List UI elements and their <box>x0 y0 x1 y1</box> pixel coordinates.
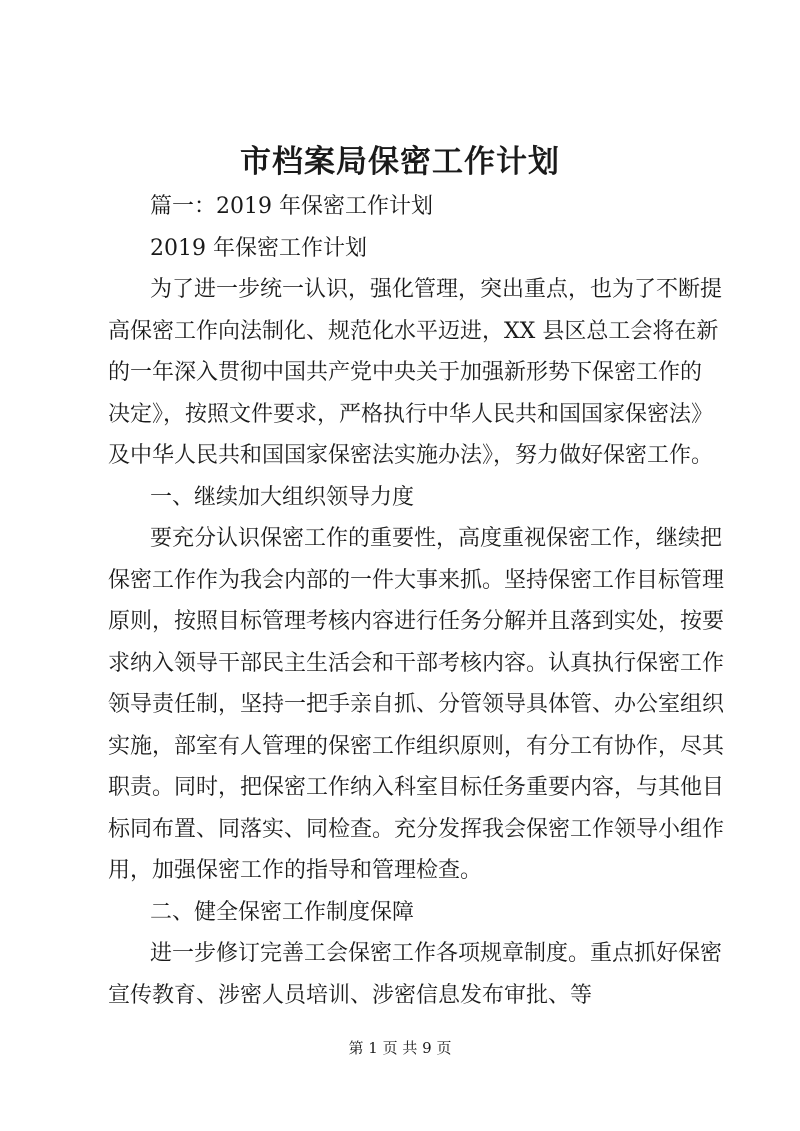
document-body <box>108 186 725 1016</box>
text-line: 宣传教育、涉密人员培训、涉密信息发布审批、等 <box>108 982 593 1008</box>
text-line: 保密工作作为我会内部的一件大事来抓。坚持保密工作目标管理 <box>108 567 725 593</box>
text-line: 一、继续加大组织领导力度 <box>150 484 415 510</box>
text-line: 实施，部室有人管理的保密工作组织原则，有分工有协作，尽其 <box>108 733 725 759</box>
text-line: 求纳入领导干部民主生活会和干部考核内容。认真执行保密工作 <box>108 650 725 676</box>
text-line: 篇一：2019 年保密工作计划 <box>150 194 433 219</box>
text-line: 原则，按照目标管理考核内容进行任务分解并且落到实处，按要 <box>108 609 725 634</box>
text-line: 要充分认识保密工作的重要性，高度重视保密工作，继续把 <box>150 526 723 551</box>
text-line: 高保密工作向法制化、规范化水平迈进，XX 县区总工会将在新 <box>108 318 719 344</box>
text-line: 为了进一步统一认识，强化管理，突出重点，也为了不断提 <box>150 277 723 302</box>
text-line: 2019 年保密工作计划 <box>150 235 367 261</box>
page-footer: 第 1 页 共 9 页 <box>348 1039 452 1057</box>
text-line: 领导责任制，坚持一把手亲自抓、分管领导具体管、办公室组织 <box>108 692 725 717</box>
document-title: 市档案局保密工作计划 <box>240 144 560 180</box>
text-line: 标同布置、同落实、同检查。充分发挥我会保密工作领导小组作 <box>108 816 725 842</box>
text-line: 二、健全保密工作制度保障 <box>150 899 415 925</box>
text-line: 的一年深入贯彻中国共产党中央关于加强新形势下保密工作的 <box>108 360 703 385</box>
text-line: 决定》，按照文件要求，严格执行中华人民共和国国家保密法》 <box>108 401 714 427</box>
text-line: 进一步修订完善工会保密工作各项规章制度。重点抓好保密 <box>150 941 723 966</box>
text-line: 用，加强保密工作的指导和管理检查。 <box>108 858 483 883</box>
text-line: 职责。同时，把保密工作纳入科室目标任务重要内容，与其他目 <box>108 775 725 800</box>
text-line: 及中华人民共和国国家保密法实施办法》，努力做好保密工作。 <box>108 443 714 468</box>
